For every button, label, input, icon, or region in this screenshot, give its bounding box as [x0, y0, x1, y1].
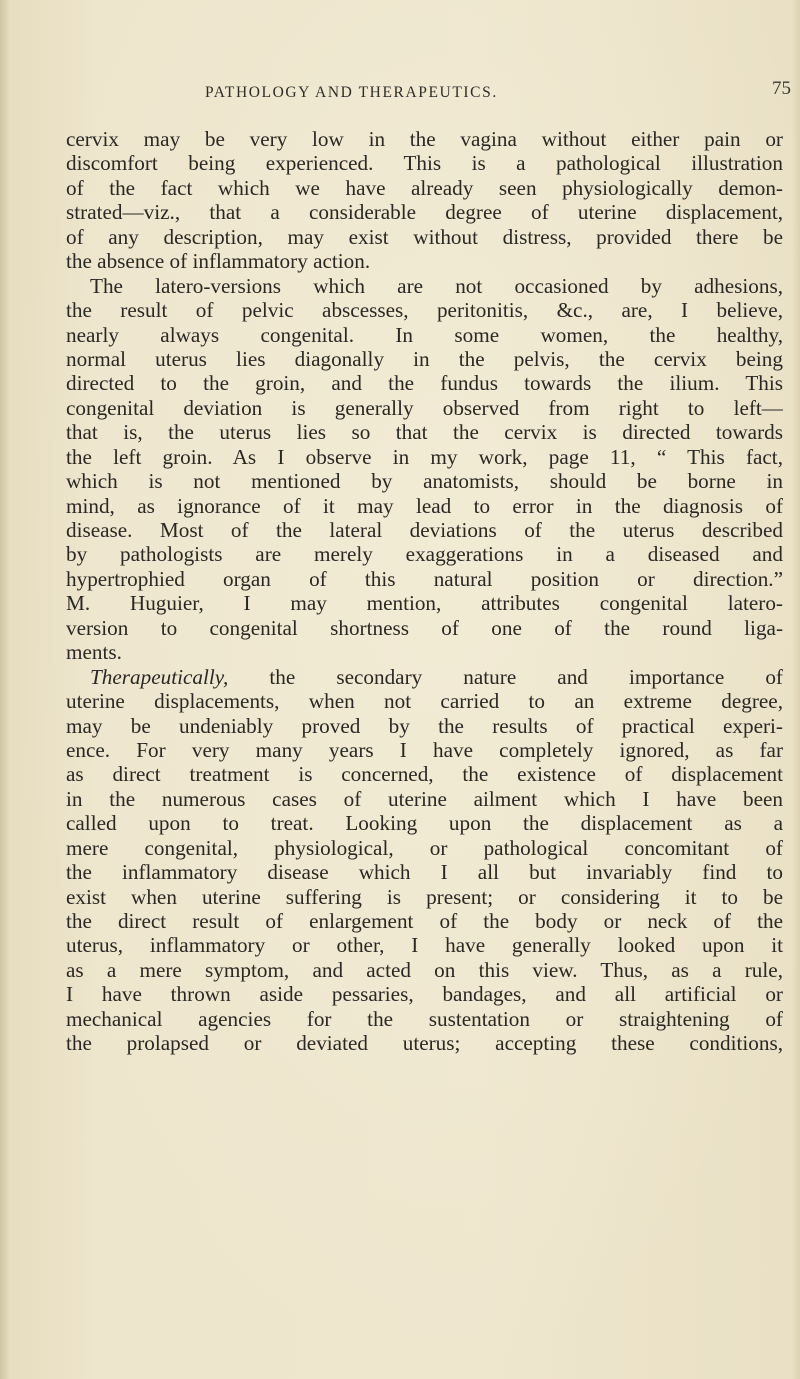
- text-line: exist when uterine suffering is present; or considering it to be: [66, 884, 783, 909]
- text-line: version to congenital shortness of one of the round liga-: [66, 615, 783, 640]
- text-line: mind, as ignorance of it may lead to error in the diagnosis of: [66, 493, 783, 518]
- text-line: the absence of inflammatory action.: [66, 249, 371, 274]
- page-edge-shadow: [792, 0, 800, 1379]
- text-line: which is not mentioned by anatomists, should be borne in: [66, 469, 783, 494]
- text-line: congenital deviation is generally observed from right to left—: [66, 395, 783, 420]
- text-line: normal uterus lies diagonally in the pelvis, the cervix being: [66, 346, 783, 371]
- text-line: the prolapsed or deviated uterus; accepting these conditions,: [66, 1031, 783, 1056]
- text-line: cervix may be very low in the vagina without either pain or: [66, 127, 783, 151]
- text-line: may be undeniably proved by the results of practical experi-: [66, 713, 783, 738]
- text-line: the inflammatory disease which I all but invariably find to: [66, 860, 783, 885]
- text-line: M. Huguier, I may mention, attributes congenital latero-: [66, 591, 783, 616]
- text-line: mechanical agencies for the sustentation or straightening of: [66, 1006, 783, 1031]
- text-line: the left groin. As I observe in my work, page 11, “ This fact,: [66, 444, 783, 469]
- text-line: uterus, inflammatory or other, I have generally looked upon it: [66, 933, 783, 958]
- text-line: that is, the uterus lies so that the cervix is directed towards: [66, 420, 783, 445]
- body-text: [66, 127, 783, 1056]
- text-line: strated—viz., that a considerable degree of uterine displacement,: [66, 200, 783, 225]
- text-line: the result of pelvic abscesses, peritonitis, &c., are, I believe,: [66, 298, 783, 323]
- text-line: ence. For very many years I have completely ignored, as far: [66, 737, 783, 762]
- text-line: uterine displacements, when not carried to an extreme degree,: [66, 689, 783, 714]
- text-line: in the numerous cases of uterine ailment which I have been: [66, 786, 783, 811]
- text-line: mere congenital, physiological, or pathological concomitant of: [66, 835, 783, 860]
- text-line: I have thrown aside pessaries, bandages, and all artificial or: [66, 982, 783, 1007]
- text-line-italic-lead: [66, 665, 783, 689]
- text-line: nearly always congenital. In some women, the healthy,: [66, 322, 783, 347]
- running-title: PATHOLOGY AND THERAPEUTICS.: [205, 84, 498, 101]
- running-header: [0, 78, 800, 108]
- text-line: The latero-versions which are not occasioned by adhesions,: [90, 273, 783, 298]
- text-line: called upon to treat. Looking upon the displacement as a: [66, 811, 783, 836]
- text-line: as direct treatment is concerned, the existence of displacement: [66, 762, 783, 787]
- text-line: by pathologists are merely exaggerations in a diseased and: [66, 542, 783, 567]
- text-line-rest: the secondary nature and importance of: [269, 664, 783, 689]
- page-number: 75: [772, 78, 791, 99]
- text-line: as a mere symptom, and acted on this view. Thus, as a rule,: [66, 957, 783, 982]
- text-line: discomfort being experienced. This is a pathological illustration: [66, 151, 783, 176]
- text-line: hypertrophied organ of this natural position or direction.”: [66, 566, 783, 591]
- page-gutter-shadow: [0, 0, 10, 1379]
- text-line: ments.: [66, 640, 122, 665]
- text-line: disease. Most of the lateral deviations of the uterus described: [66, 518, 783, 542]
- text-line: the direct result of enlargement of the body or neck of the: [66, 909, 783, 933]
- italic-lead: Therapeutically,: [90, 664, 229, 689]
- text-line: directed to the groin, and the fundus towards the ilium. This: [66, 371, 783, 396]
- text-line: of the fact which we have already seen physiologically demon-: [66, 175, 783, 200]
- text-line: of any description, may exist without distress, provided there be: [66, 224, 783, 249]
